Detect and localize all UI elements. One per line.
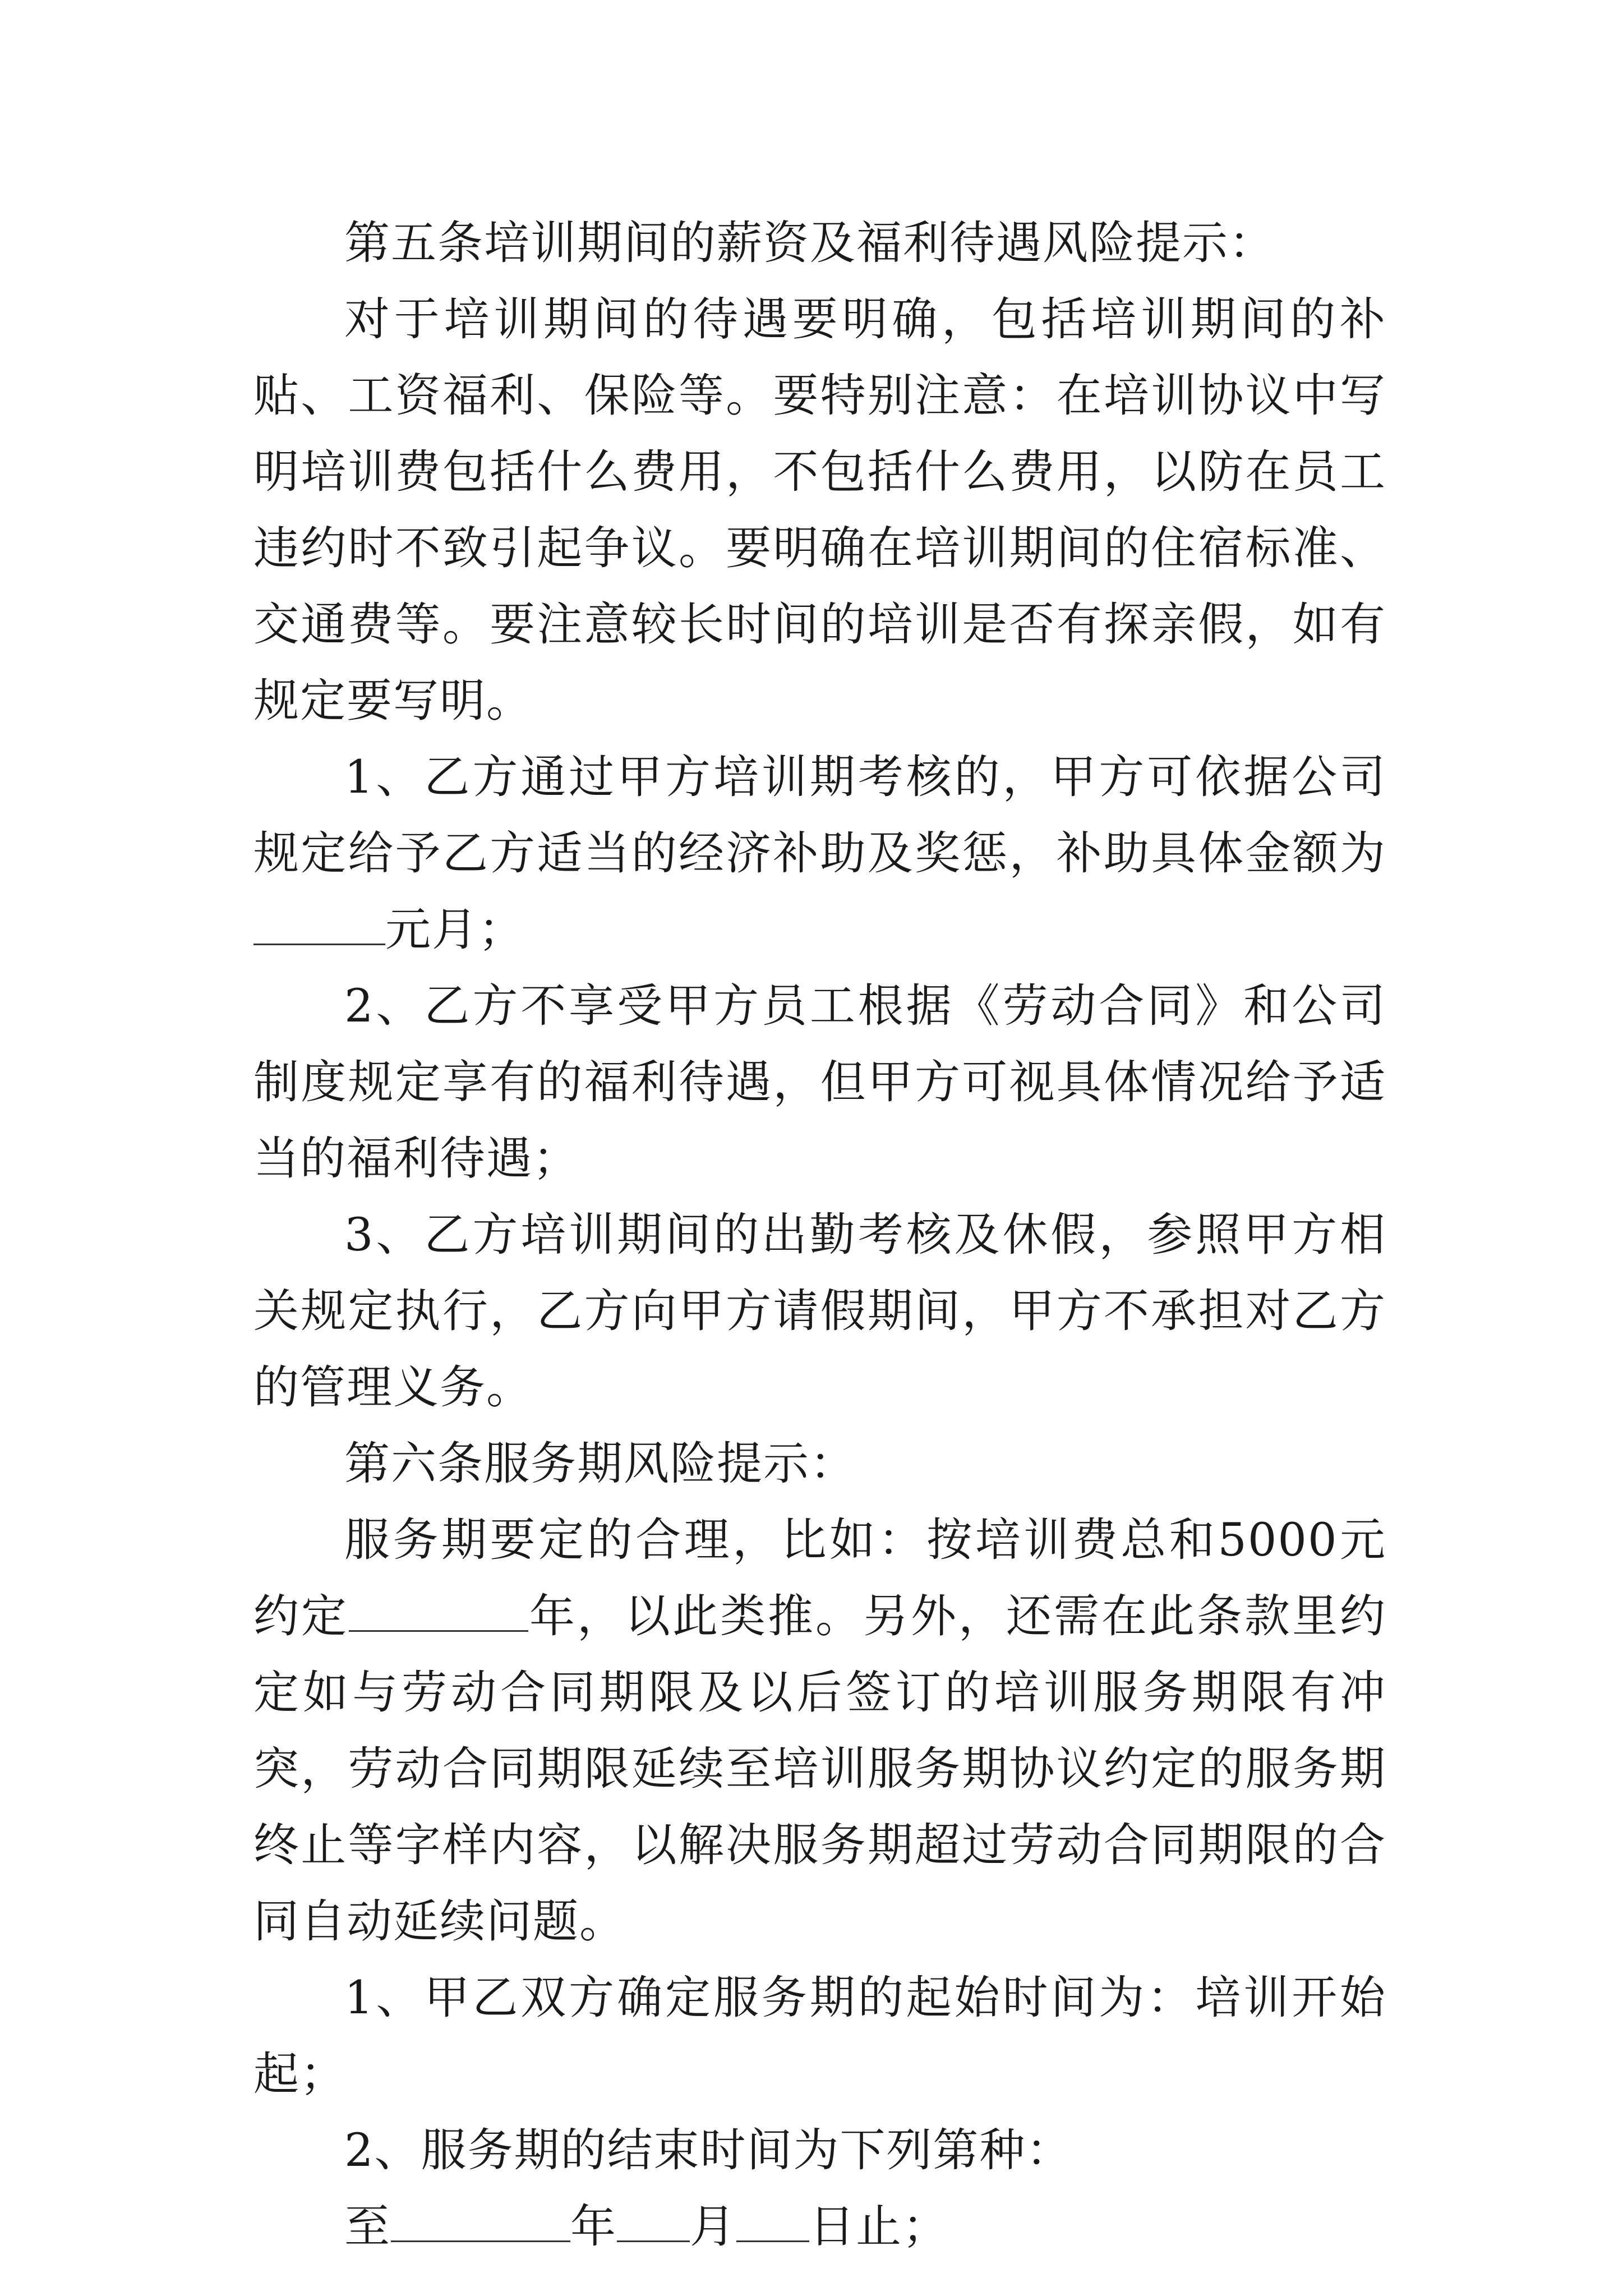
end-month-blank xyxy=(617,2201,690,2242)
end-year-blank xyxy=(391,2201,570,2242)
end-month-label: 月 xyxy=(690,2201,737,2253)
article-5-title: 第五条培训期间的薪资及福利待遇风险提示： xyxy=(344,217,1276,270)
article-5-item-3: 3、乙方培训期间的出勤考核及休假，参照甲方相关规定执行，乙方向甲方请假期间，甲方不承担对乙方的管理义务。 xyxy=(253,1209,1386,1414)
article-5-item-1 xyxy=(253,739,1386,968)
article-5-item-1-suffix: 元月； xyxy=(385,904,525,956)
end-day-blank xyxy=(736,2201,809,2242)
article-6-intro xyxy=(253,1502,1386,1960)
years-blank xyxy=(349,1591,528,1632)
end-day-label: 日止； xyxy=(809,2201,949,2253)
article-6-title: 第六条服务期风险提示： xyxy=(344,1438,857,1490)
amount-blank xyxy=(253,904,385,945)
end-year-label: 年 xyxy=(570,2201,617,2253)
end-date-prefix: 至 xyxy=(344,2201,391,2253)
article-6-item-3 xyxy=(253,2189,1386,2265)
article-5-item-1-text: 1、乙方通过甲方培训期考核的，甲方可依据公司规定给予乙方适当的经济补助及奖惩，补助具体金额为 xyxy=(253,751,1386,880)
article-5-item-2: 2、乙方不享受甲方员工根据《劳动合同》和公司制度规定享有的福利待遇，但甲方可视具体情况给予适当的福利待遇； xyxy=(253,980,1386,1185)
article-6-item-2: 2、服务期的结束时间为下列第种： xyxy=(344,2124,1073,2177)
article-6-item-1: 1、甲乙双方确定服务期的起始时间为：培训开始起； xyxy=(253,1972,1386,2101)
document-body xyxy=(253,205,1386,2265)
article-6-intro-rest: 年，以此类推。另外，还需在此条款里约定如与劳动合同期限及以后签订的培训服务期限有冲突，劳动合同期限延续至培训服务期协议约定的服务期终止等字样内容，以解决服务期超过劳动合同期限的合同自动延续问题。 xyxy=(253,1590,1386,1948)
article-5-intro: 对于培训期间的待遇要明确，包括培训期间的补贴、工资福利、保险等。要特别注意：在培训协议中写明培训费包括什么费用，不包括什么费用，以防在员工违约时不致引起争议。要明确在培训期间的住宿标准、交通费等。要注意较长时间的培训是否有探亲假，如有规定要写明。 xyxy=(253,293,1386,728)
article-6-intro-text: 服务期要定的合理，比如：按培训费总和5000元约定 xyxy=(253,1514,1386,1643)
